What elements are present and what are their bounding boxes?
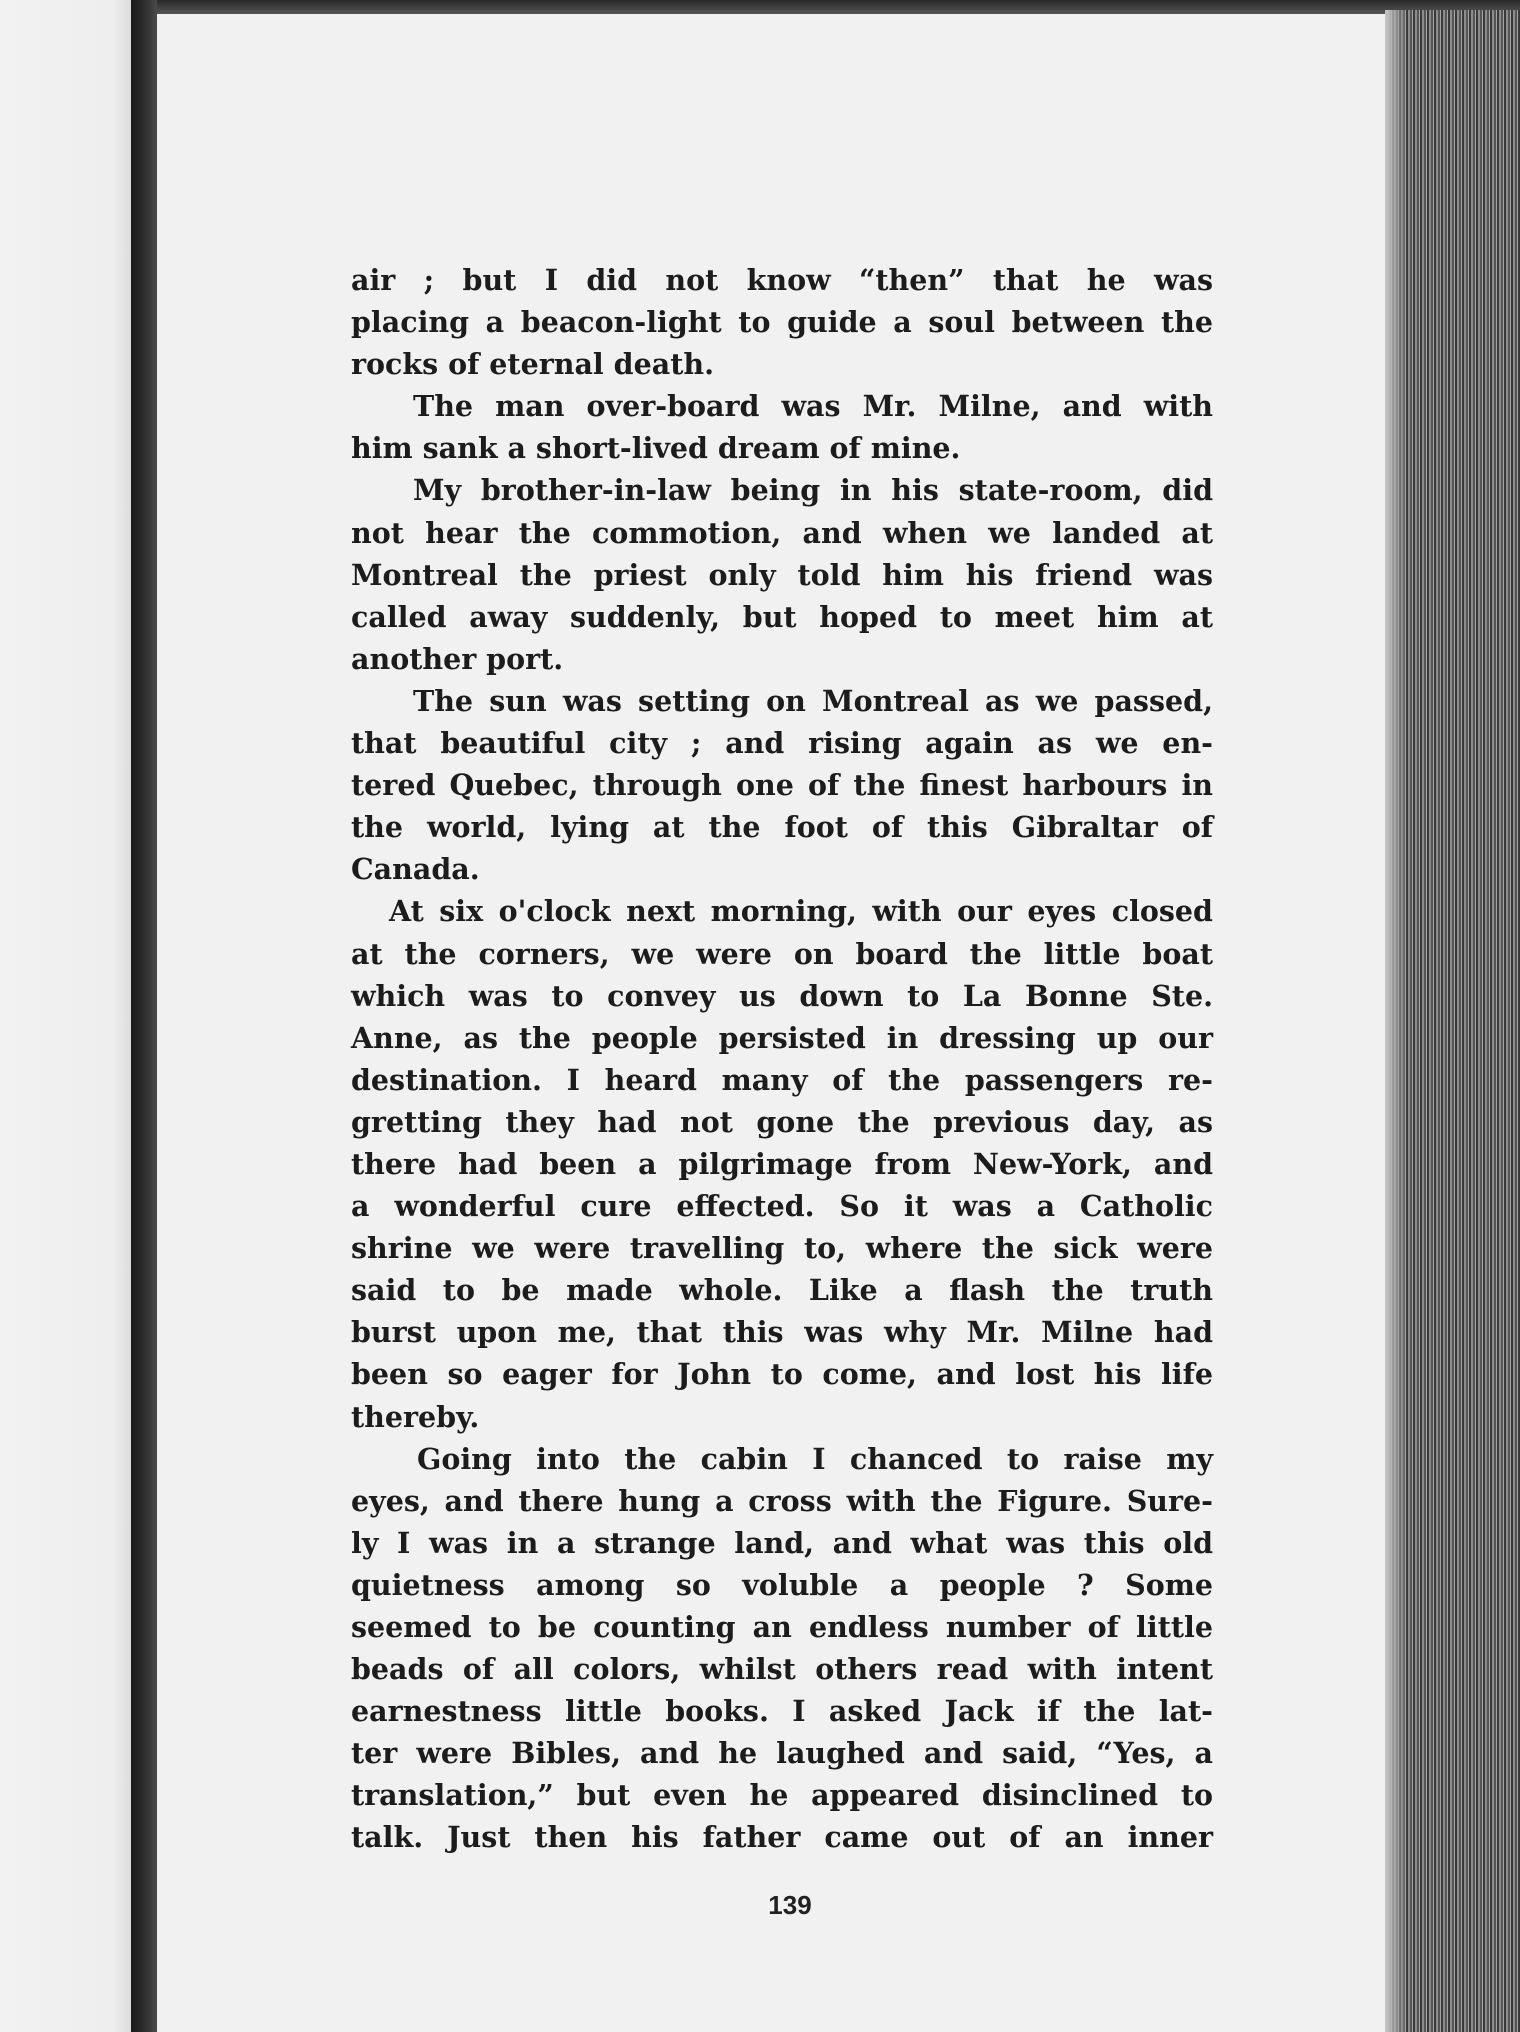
text-line: ly I was in a strange land, and what was this old — [351, 1525, 1213, 1560]
paragraph — [351, 469, 1213, 679]
text-line: seemed to be counting an endless number of little — [351, 1610, 1213, 1644]
text-line: tered Quebec, through one of the finest harbours in — [351, 768, 1213, 803]
text-line: a wonderful cure effected. So it was a Catholic — [351, 1189, 1213, 1224]
page-edges — [1385, 10, 1520, 2032]
text-line: translation,” but even he appeared disinclined to — [351, 1778, 1213, 1813]
top-edge-shadow — [157, 0, 1520, 14]
paragraph — [351, 890, 1213, 1437]
paragraph — [351, 680, 1213, 890]
text-line: another port. — [351, 641, 564, 676]
text-line: Canada. — [351, 852, 480, 887]
text-line: Montreal the priest only told him his friend was — [351, 557, 1213, 592]
text-line: that beautiful city ; and rising again as we en- — [351, 726, 1213, 761]
text-line: Anne, as the people persisted in dressing up our — [351, 1020, 1213, 1055]
text-line: the world, lying at the foot of this Gibraltar of — [351, 810, 1213, 845]
text-line: eyes, and there hung a cross with the Figure. Sure- — [351, 1483, 1213, 1518]
text-line: air ; but I did not know “then” that he was — [351, 263, 1213, 297]
text-line: not hear the commotion, and when we landed at — [351, 515, 1213, 550]
paragraph — [351, 1438, 1213, 1859]
text-line: gretting they had not gone the previous day, as — [351, 1104, 1213, 1139]
text-line: said to be made whole. Like a flash the truth — [351, 1273, 1213, 1308]
text-line: shrine we were travelling to, where the sick were — [351, 1231, 1213, 1266]
text-line: The sun was setting on Montreal as we passed, — [413, 683, 1213, 718]
text-line: ter were Bibles, and he laughed and said, “Yes, a — [351, 1736, 1213, 1771]
text-line: quietness among so voluble a people ? Some — [351, 1567, 1213, 1602]
book-spine-shadow — [131, 0, 157, 2032]
text-line: talk. Just then his father came out of an inner — [351, 1820, 1213, 1855]
text-line: thereby. — [351, 1399, 480, 1434]
text-line: earnestness little books. I asked Jack if the lat- — [351, 1694, 1213, 1729]
text-line: destination. I heard many of the passengers re- — [351, 1062, 1213, 1097]
text-line: Going into the cabin I chanced to raise my — [417, 1441, 1213, 1476]
text-line: The man over-board was Mr. Milne, and with — [413, 389, 1213, 424]
text-line: placing a beacon-light to guide a soul between the — [351, 305, 1213, 340]
text-line: burst upon me, that this was why Mr. Milne had — [351, 1315, 1213, 1350]
body-text — [351, 259, 1213, 1859]
paragraph — [351, 385, 1213, 469]
paragraph — [351, 259, 1213, 385]
text-line: At six o'clock next morning, with our eyes closed — [389, 894, 1213, 929]
text-line: My brother-in-law being in his state-room, did — [413, 473, 1213, 508]
text-line: called away suddenly, but hoped to meet him at — [351, 599, 1213, 634]
text-line: beads of all colors, whilst others read with intent — [351, 1652, 1213, 1687]
text-line: which was to convey us down to La Bonne Ste. — [351, 978, 1213, 1013]
page-number: 139 — [768, 1890, 812, 1920]
text-line: him sank a short-lived dream of mine. — [351, 431, 961, 466]
text-line: been so eager for John to come, and lost his life — [351, 1357, 1213, 1392]
text-line: rocks of eternal death. — [351, 347, 714, 382]
left-page — [0, 0, 132, 2032]
text-line: at the corners, we were on board the little boat — [351, 936, 1213, 971]
text-line: there had been a pilgrimage from New-York, and — [351, 1146, 1213, 1181]
